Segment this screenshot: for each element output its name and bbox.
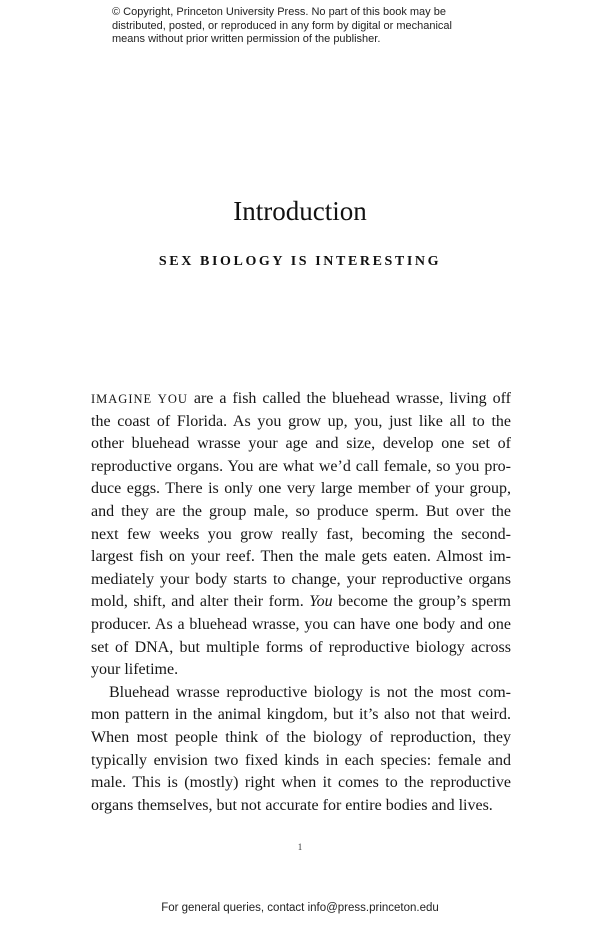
text-line: typically envision two fixed kinds in each species: female and <box>91 751 511 769</box>
text-line: and they are the group male, so produce sperm. But over the <box>91 502 511 520</box>
text-line: male. This is (mostly) right when it comes to the reproductive <box>91 774 511 792</box>
text-line: Bluehead wrasse reproductive biology is not the most com- <box>109 683 511 701</box>
chapter-title: Introduction <box>233 196 367 226</box>
copyright-line: distributed, posted, or reproduced in any form by digital or mechanical <box>112 19 452 32</box>
text-line: When most people think of the biology of reproduction, they <box>91 728 511 746</box>
text-line: reproductive organs. You are what we’d call female, so you pro- <box>91 457 511 475</box>
copyright-line: © Copyright, Princeton University Press. No part of this book may be <box>112 6 446 18</box>
footer-contact: For general queries, contact info@press.princeton.edu <box>161 902 439 914</box>
text-line: organs themselves, but not accurate for entire bodies and lives. <box>91 796 493 814</box>
text-line: set of DNA, but multiple forms of reproductive biology across <box>91 638 511 656</box>
paragraph-2 <box>91 682 511 818</box>
paragraph-1 <box>91 388 511 682</box>
text-fragment: become the group’s sperm <box>332 593 512 611</box>
copyright-notice <box>112 6 512 47</box>
text-line: the coast of Florida. As you grow up, you, just like all to the <box>91 412 511 430</box>
text-line: duce eggs. There is only one very large member of your group, <box>91 480 511 498</box>
body-text <box>91 388 511 817</box>
text-line: next few weeks you grow really fast, becoming the second- <box>91 525 511 543</box>
text-line <box>91 388 511 411</box>
text-line: mediately your body starts to change, your reproductive organs <box>91 570 511 588</box>
text-line: largest fish on your reef. Then the male gets eaten. Almost im- <box>91 548 511 566</box>
text-line: producer. As a bluehead wrasse, you can have one body and one <box>91 615 511 633</box>
page-number: 1 <box>297 842 303 852</box>
text-line: other bluehead wrasse your age and size, develop one set of <box>91 435 511 453</box>
text-fragment: are a fish called the bluehead wrasse, living off <box>187 390 511 407</box>
text-line <box>91 591 511 614</box>
text-line: mon pattern in the animal kingdom, but it’s also not that weird. <box>91 706 511 724</box>
lead-in-smallcaps: IMAGINE YOU <box>91 392 188 406</box>
copyright-line: means without prior written permission of the publisher. <box>112 33 381 45</box>
text-fragment: mold, shift, and alter their form. <box>91 593 304 611</box>
text-line: your lifetime. <box>91 661 179 679</box>
chapter-subtitle: SEX BIOLOGY IS INTERESTING <box>158 254 442 269</box>
emphasis-word: You <box>309 593 333 611</box>
